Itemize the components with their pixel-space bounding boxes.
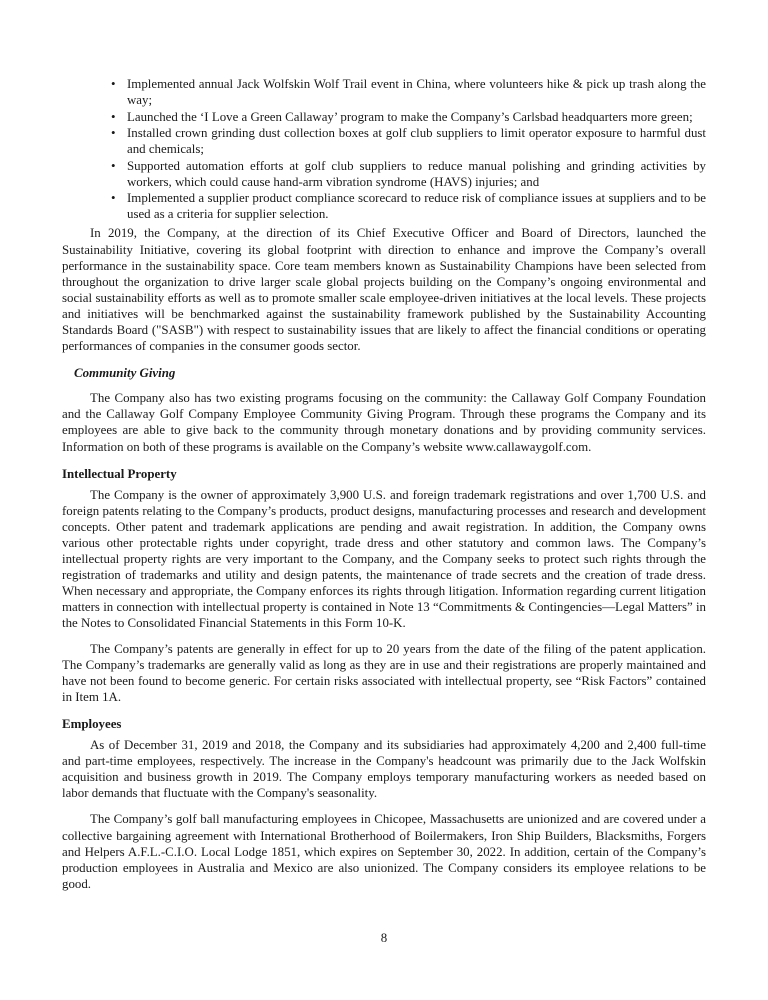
bullet-glyph: • [111, 109, 116, 124]
bullet-glyph: • [111, 77, 116, 91]
bullet-text: Implemented a supplier product compliance scorecard to reduce risk of compliance issues at suppliers and to be used as a criteria for supplier selection. [127, 191, 706, 222]
bullet-item [111, 158, 706, 190]
sustainability-bullet-list [62, 76, 706, 222]
bullet-item [111, 190, 706, 222]
intellectual-property-paragraph: The Company is the owner of approximately 3,900 U.S. and foreign trademark registrations and over 1,700 U.S. and foreign patents relating to the Company’s products, product designs, manufacturing processes and research and development concepts. Other patent and trademark applications are pending and await registration. In addition, the Company owns various other protectable rights under copyright, trade dress and other statutory and common laws. The Company’s intellectual property rights are very important to the Company, and the Company seeks to protect such rights through the registration of trademarks and utility and design patents, the maintenance of trade secrets and the creation of trade dress. When necessary and appropriate, the Company enforces its rights through litigation. Information regarding current litigation matters in connection with intellectual property is contained in Note 13 “Commitments & Contingencies—Legal Matters” in the Notes to Consolidated Financial Statements in this Form 10-K. [62, 487, 706, 631]
employees-paragraph: As of December 31, 2019 and 2018, the Company and its subsidiaries had approximately 4,200 and 2,400 full-time and part-time employees, respectively. The increase in the Company's headcount was primarily due to the Jack Wolfskin acquisition and business growth in 2019. The Company employs temporary manufacturing workers as needed based on labor demands that fluctuate with the Company's seasonality. [62, 738, 706, 801]
bullet-text: Supported automation efforts at golf club suppliers to reduce manual polishing and grinding activities by workers, which could cause hand-arm vibration syndrome (HAVS) injuries; and [127, 158, 706, 189]
community-giving-heading: Community Giving [74, 366, 176, 381]
community-giving-paragraph: The Company also has two existing programs focusing on the community: the Callaway Golf Company Foundation and the Callaway Golf Company Employee Community Giving Program. Through these programs the Company and its employees are able to give back to the community through monetary donations and by providing community services. Information on both of these programs is available on the Company’s website www.callawaygolf.com. [62, 391, 706, 454]
document-page [62, 76, 706, 892]
bullet-glyph: • [111, 191, 116, 206]
page-number: 8 [380, 931, 388, 945]
bullet-item [111, 109, 706, 125]
bullet-glyph: • [111, 158, 116, 173]
bullet-glyph: • [111, 126, 116, 141]
employees-paragraph: The Company’s golf ball manufacturing employees in Chicopee, Massachusetts are unionized and are covered under a collective bargaining agreement with International Brotherhood of Boilermakers, Iron Ship Builders, Blacksmiths, Forgers and Helpers A.F.L.-C.I.O. Local Lodge 1851, which expires on September 30, 2022. In addition, certain of the Company’s production employees in Australia and Mexico are also unionized. The Company considers its employee relations to be good. [62, 812, 706, 891]
bullet-text: Implemented annual Jack Wolfskin Wolf Trail event in China, where volunteers hike & pick up trash along the way; [127, 77, 706, 108]
intellectual-property-paragraph: The Company’s patents are generally in effect for up to 20 years from the date of the filing of the patent application. The Company’s trademarks are generally valid as long as they are in use and their registrations are properly maintained and have not been found to become generic. For certain risks associated with intellectual property, see “Risk Factors” contained in Item 1A. [62, 641, 706, 704]
employees-heading: Employees [62, 716, 122, 731]
bullet-item [111, 76, 706, 108]
sustainability-initiative-paragraph: In 2019, the Company, at the direction of its Chief Executive Officer and Board of Directors, launched the Sustainability Initiative, covering its global footprint with direction to enhance and improve the Company’s overall performance in the sustainability space. Core team members known as Sustainability Champions have been selected from throughout the organization to drive larger scale global projects building on the Company’s ongoing environmental and social sustainability efforts as well as to promote smaller scale employee-driven initiatives at the local levels. These projects and initiatives will be benchmarked against the sustainability framework published by the Sustainability Accounting Standards Board ("SASB") with respect to sustainability issues that are likely to affect the financial conditions or operating performances of companies in the consumer goods sector. [62, 226, 706, 354]
bullet-item [111, 125, 706, 157]
bullet-text: Installed crown grinding dust collection boxes at golf club suppliers to limit operator exposure to harmful dust and chemicals; [127, 126, 706, 157]
bullet-text: Launched the ‘I Love a Green Callaway’ program to make the Company’s Carlsbad headquarters more green; [127, 109, 693, 124]
intellectual-property-heading: Intellectual Property [62, 466, 177, 481]
